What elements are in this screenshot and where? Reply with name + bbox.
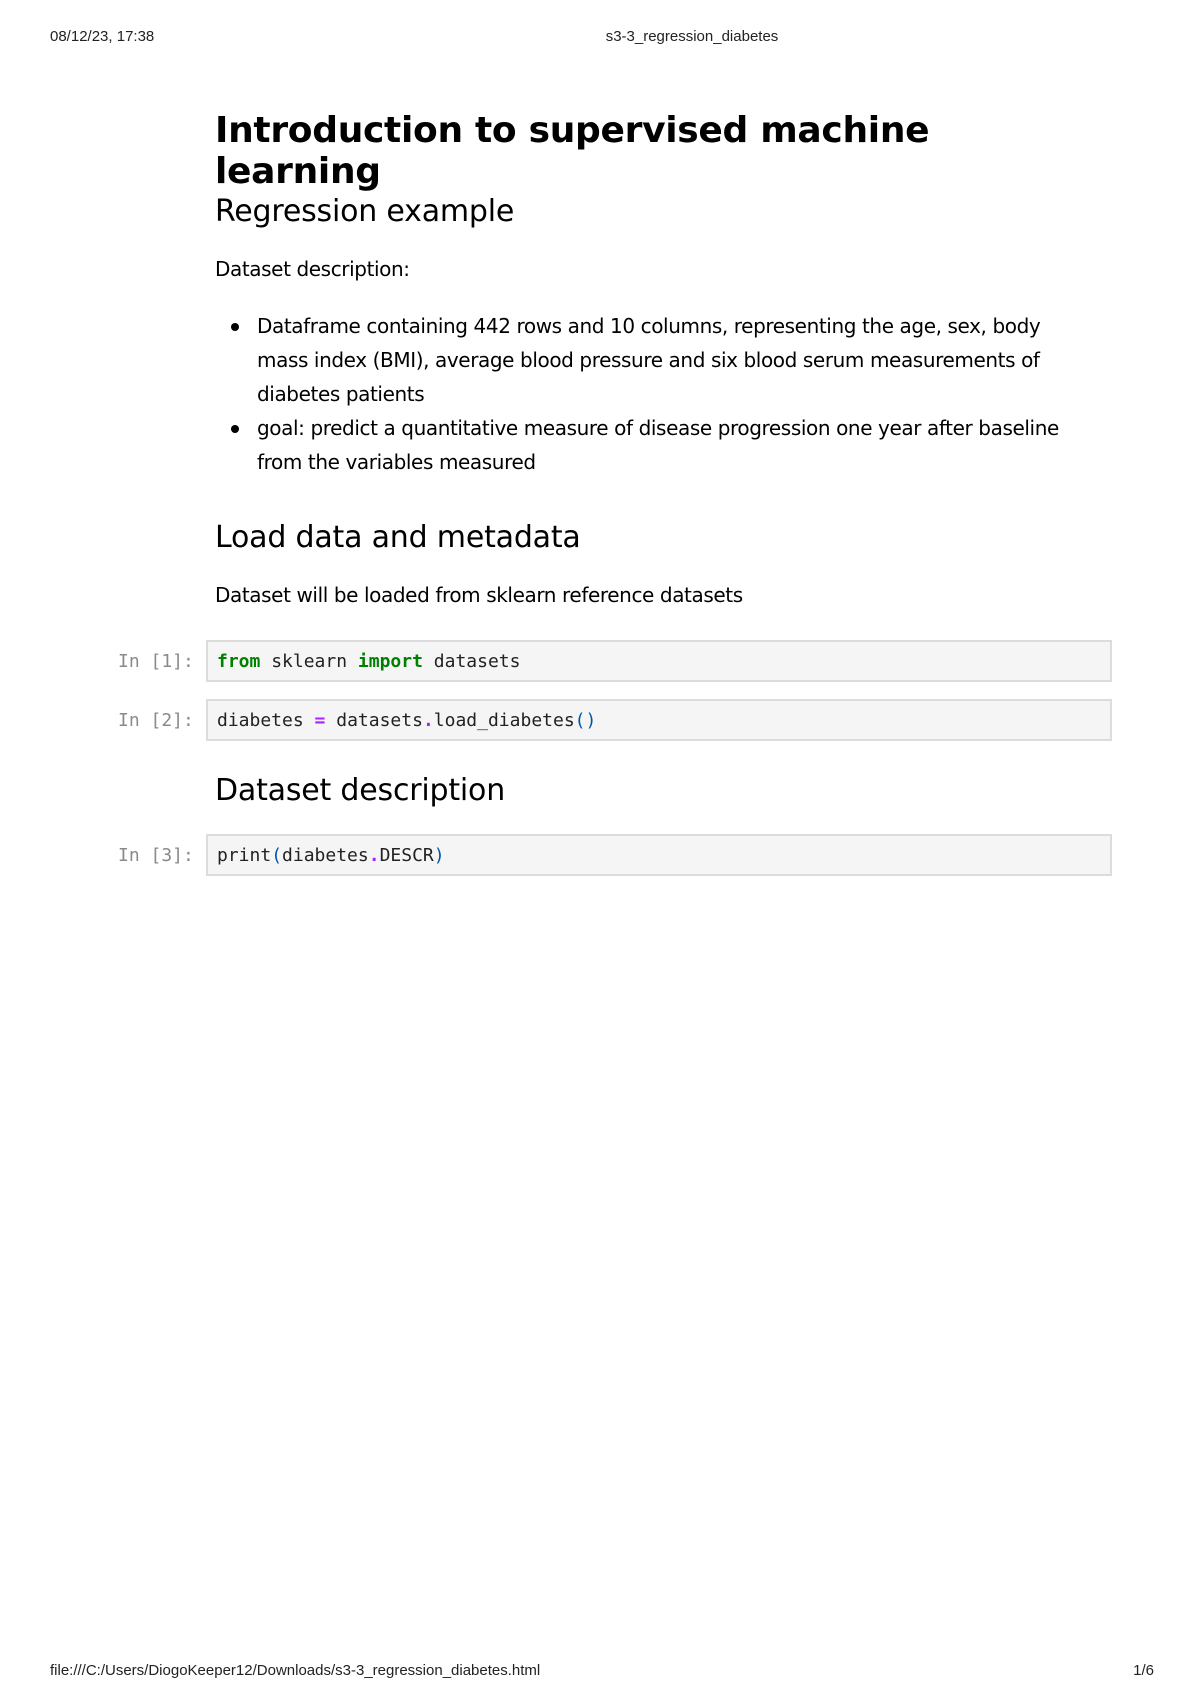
section-heading-regression-example: Regression example xyxy=(215,194,515,229)
code-cell-1 xyxy=(0,640,1200,684)
list-item xyxy=(215,309,1095,411)
code-punctuation: ) xyxy=(433,845,445,866)
code-name: DESCR xyxy=(379,845,434,866)
code-name: diabetes xyxy=(217,710,315,731)
bullet-icon xyxy=(231,323,239,331)
code-name: sklearn xyxy=(260,651,358,672)
code-input-area[interactable] xyxy=(206,640,1112,682)
code-name: load_diabetes xyxy=(433,710,575,731)
code-cell-3 xyxy=(0,834,1200,878)
code-keyword: import xyxy=(357,651,423,672)
cell-prompt: In [3]: xyxy=(118,845,194,866)
list-item xyxy=(215,411,1095,479)
code-line xyxy=(217,845,445,866)
dataset-description-list xyxy=(215,309,1095,479)
code-name: datasets xyxy=(422,651,521,672)
code-cell-2 xyxy=(0,699,1200,743)
code-operator: = xyxy=(314,710,326,731)
section-heading-dataset-description: Dataset description xyxy=(215,773,506,808)
code-punctuation: () xyxy=(574,710,597,731)
code-punctuation: ( xyxy=(271,845,283,866)
print-page-number: 1/6 xyxy=(1133,1662,1154,1679)
print-file-url: file:///C:/Users/DiogoKeeper12/Downloads/s3-3_regression_diabetes.html xyxy=(50,1662,541,1679)
notebook-title: Introduction to supervised machine learning xyxy=(215,110,930,192)
code-line xyxy=(217,651,520,672)
list-item-text: goal: predict a quantitative measure of disease progression one year after baseline from the variables measured xyxy=(257,416,1059,474)
section-heading-load-data: Load data and metadata xyxy=(215,520,581,555)
code-operator: . xyxy=(368,845,380,866)
code-operator: . xyxy=(422,710,434,731)
code-input-area[interactable] xyxy=(206,834,1112,876)
print-datetime: 08/12/23, 17:38 xyxy=(50,28,155,45)
code-name: print xyxy=(217,845,272,866)
code-keyword: from xyxy=(217,651,261,672)
print-document-title: s3-3_regression_diabetes xyxy=(605,28,779,45)
code-input-area[interactable] xyxy=(206,699,1112,741)
bullet-icon xyxy=(231,425,239,433)
cell-prompt: In [2]: xyxy=(118,710,194,731)
dataset-description-label: Dataset description: xyxy=(215,257,410,281)
load-data-text: Dataset will be loaded from sklearn reference datasets xyxy=(215,583,743,607)
print-header xyxy=(0,28,1200,48)
cell-prompt: In [1]: xyxy=(118,651,194,672)
code-line xyxy=(217,710,596,731)
list-item-text: Dataframe containing 442 rows and 10 columns, representing the age, sex, body mass index (BMI), average blood pressure and six blood serum measurements of diabetes patients xyxy=(257,314,1041,406)
code-name: datasets xyxy=(325,710,423,731)
code-name: diabetes xyxy=(282,845,369,866)
